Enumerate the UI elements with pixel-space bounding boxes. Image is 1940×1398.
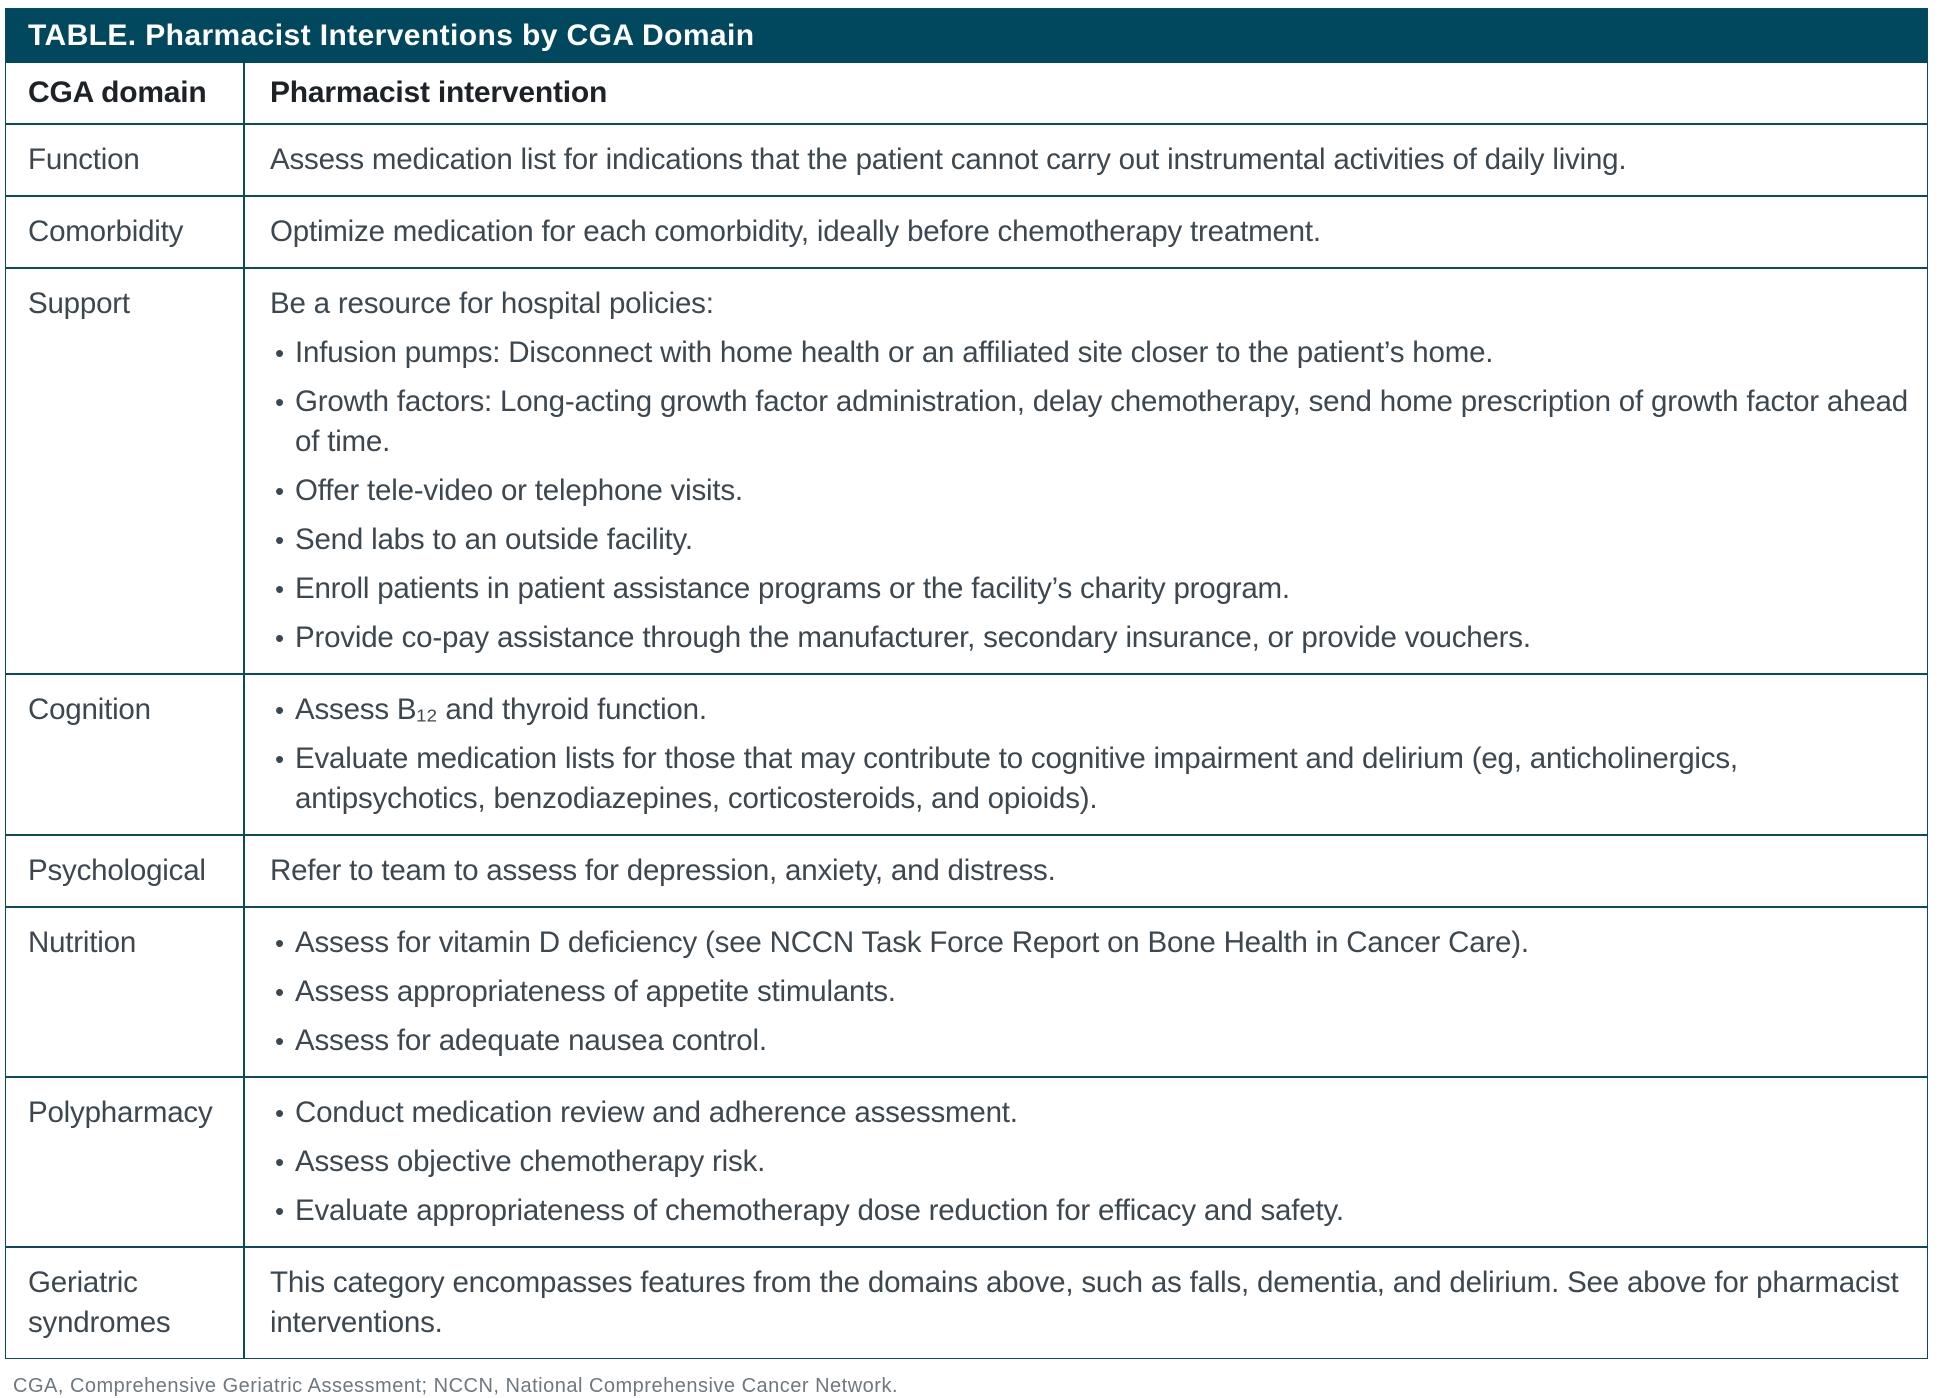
table-body (6, 124, 1927, 1358)
table-row (6, 1077, 1927, 1247)
domain-cell: Support (6, 268, 244, 674)
intervention-text: Optimize medication for each comorbidity, ideally before chemotherapy treatment. (270, 215, 1321, 248)
bullet-item: • Growth factors: Long-acting growth factor administration, delay chemotherapy, send home prescription of growth factor ahead of time. (270, 382, 1909, 462)
cga-interventions-table (5, 8, 1928, 1359)
intervention-cell (244, 835, 1927, 907)
intervention-bullet-list (270, 923, 1909, 1061)
bullet-item: • Evaluate appropriateness of chemotherapy dose reduction for efficacy and safety. (270, 1191, 1909, 1231)
table-row (6, 674, 1927, 835)
domain-cell: Function (6, 124, 244, 196)
table-row (6, 268, 1927, 674)
intervention-cell (244, 1247, 1927, 1358)
table-row (6, 124, 1927, 196)
data-table (6, 63, 1927, 1358)
intervention-cell (244, 124, 1927, 196)
intervention-text: Assess medication list for indications that the patient cannot carry out instrumental activities of daily living. (270, 143, 1627, 176)
table-footnote: CGA, Comprehensive Geriatric Assessment; NCCN, National Comprehensive Cancer Network. (13, 1375, 899, 1397)
table-row (6, 1247, 1927, 1358)
domain-cell: Geriatric syndromes (6, 1247, 244, 1358)
intervention-text: This category encompasses features from the domains above, such as falls, dementia, and delirium. See above for pharmacist interventions. (270, 1266, 1899, 1339)
table-title: TABLE. Pharmacist Interventions by CGA Domain (6, 9, 1927, 63)
table-row (6, 835, 1927, 907)
bullet-item: • Provide co-pay assistance through the manufacturer, secondary insurance, or provide vouchers. (270, 618, 1909, 658)
bullet-item: • Assess B₁₂ and thyroid function. (270, 690, 1909, 730)
intervention-cell (244, 674, 1927, 835)
intervention-bullet-list (270, 1093, 1909, 1231)
intervention-text: Refer to team to assess for depression, anxiety, and distress. (270, 854, 1056, 887)
intervention-bullet-list (270, 333, 1909, 658)
intervention-bullet-list (270, 690, 1909, 819)
domain-cell: Nutrition (6, 907, 244, 1077)
domain-cell: Comorbidity (6, 196, 244, 268)
header-row (6, 63, 1927, 124)
domain-cell: Polypharmacy (6, 1077, 244, 1247)
bullet-item: • Offer tele-video or telephone visits. (270, 471, 1909, 511)
bullet-item: • Assess objective chemotherapy risk. (270, 1142, 1909, 1182)
intervention-intro: Be a resource for hospital policies: (270, 287, 714, 320)
bullet-item: • Send labs to an outside facility. (270, 520, 1909, 560)
bullet-item: • Assess for vitamin D deficiency (see NCCN Task Force Report on Bone Health in Cancer Care). (270, 923, 1909, 963)
bullet-item: • Infusion pumps: Disconnect with home health or an affiliated site closer to the patient’s home. (270, 333, 1909, 373)
domain-cell: Cognition (6, 674, 244, 835)
bullet-item: • Assess appropriateness of appetite stimulants. (270, 972, 1909, 1012)
intervention-cell (244, 907, 1927, 1077)
column-header-cga-domain: CGA domain (6, 63, 244, 124)
intervention-cell (244, 1077, 1927, 1247)
bullet-item: • Enroll patients in patient assistance programs or the facility’s charity program. (270, 569, 1909, 609)
bullet-item: • Assess for adequate nausea control. (270, 1021, 1909, 1061)
table-row (6, 907, 1927, 1077)
bullet-item: • Conduct medication review and adherence assessment. (270, 1093, 1909, 1133)
intervention-cell (244, 196, 1927, 268)
table-row (6, 196, 1927, 268)
domain-cell: Psychological (6, 835, 244, 907)
bullet-item: • Evaluate medication lists for those that may contribute to cognitive impairment and delirium (eg, anticholinergics, antipsychotics, benzodiazepines, corticosteroids, and opioids). (270, 739, 1909, 819)
intervention-cell (244, 268, 1927, 674)
column-header-pharmacist-intervention: Pharmacist intervention (244, 63, 1927, 124)
